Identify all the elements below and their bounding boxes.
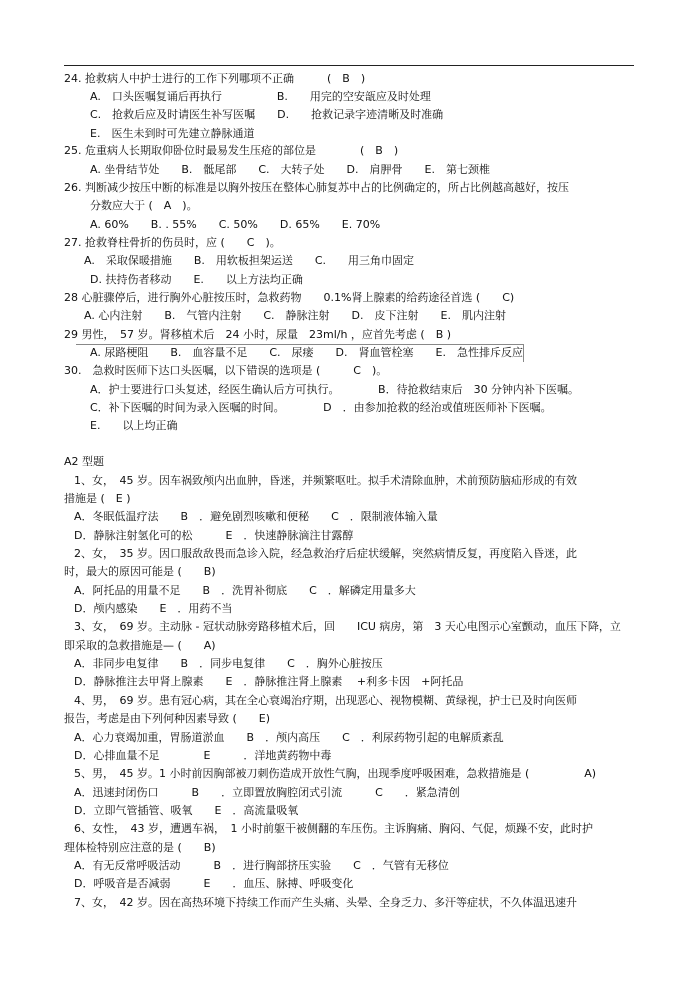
text-line: 29 男性， 57 岁。肾移植术后 24 小时，尿量 23ml/h ，应首先考虑 ( B ) [64, 328, 452, 341]
text-line: D. 扶持伤者移动 E. 以上方法均正确 [90, 273, 303, 286]
text-line: 报告，考虑是由下列何种因素导致 ( E) [64, 712, 271, 725]
text-line: A．阿托品的用量不足 B ．洗胃补彻底 C ．解磷定用量多大 [74, 584, 416, 597]
text-line: E. 医生未到时可先建立静脉通道 [90, 127, 255, 140]
text-line: 1、女， 45 岁。因车祸致颅内出血肿，昏迷，并频繁呕吐。拟手术清除血肿，术前预防脑疝形成的有效 [74, 474, 577, 487]
text-line: 28 心脏骤停后，进行胸外心脏按压时，急救药物 0.1%肾上腺素的给药途径首选 ( C) [64, 291, 515, 304]
text-line: D．颅内感染 E ．用药不当 [74, 602, 233, 615]
text-line: A. 心内注射 B. 气管内注射 C. 静脉注射 D. 皮下注射 E. 肌内注射 [84, 309, 506, 322]
text-line: D．心排血量不足 E ．洋地黄药物中毒 [74, 749, 332, 762]
text-line: 26. 判断减少按压中断的标准是以胸外按压在整体心肺复苏中占的比例确定的，所占比例越高越好，按压 [64, 181, 569, 194]
text-line: 2、女， 35 岁。因口服敌敌畏而急诊入院，经急救治疗后症状缓解，突然病情反复，再度陷入昏迷，此 [74, 547, 577, 560]
text-line: C. 抢救后应及时请医生补写医嘱 D. 抢救记录字迹清晰及时准确 [90, 108, 444, 121]
text-line: 措施是 ( E ) [64, 492, 131, 505]
text-line: D．静脉推注去甲肾上腺素 E ．静脉推注肾上腺素 +利多卡因 +阿托品 [74, 675, 464, 688]
text-line: A. 口头医嘱复诵后再执行 B. 用完的空安瓿应及时处理 [90, 90, 431, 103]
header-rule [64, 65, 634, 66]
text-line: 时，最大的原因可能是 ( B) [64, 565, 216, 578]
text-line: E. 以上均正确 [90, 419, 178, 432]
text-line: 6、女性， 43 岁，遭遇车祸， 1 小时前躯干被侧翻的车压伤。主诉胸痛、胸闷、气促，烦躁不安，此时护 [74, 822, 593, 835]
text-line: 3、女， 69 岁。主动脉 - 冠状动脉旁路移植术后，回 ICU 病房，第 3 天心电图示心室颤动，血压下降，立 [74, 620, 621, 633]
text-line: A. 坐骨结节处 B. 骶尾部 C. 大转子处 D. 肩胛骨 E. 第七颈椎 [90, 163, 490, 176]
text-line: 理体检特别应注意的是 ( B) [64, 841, 216, 854]
text-line: 即采取的急救措施是— ( A) [64, 639, 216, 652]
text-line: 5、男， 45 岁。1 小时前因胸部被刀刺伤造成开放性气胸，出现季度呼吸困难，急救措施是 ( A) [74, 767, 597, 780]
text-line: A．有无反常呼吸活动 B ．进行胸部挤压实验 C ．气管有无移位 [74, 859, 449, 872]
text-line: 7、女， 42 岁。因在高热环境下持续工作而产生头痛、头晕、全身乏力、多汗等症状，不久体温迅速升 [74, 896, 577, 909]
text-line: D．呼吸音是否减弱 E ．血压、脉搏、呼吸变化 [74, 877, 354, 890]
text-line: A．非同步电复律 B ．同步电复律 C ．胸外心脏按压 [74, 657, 383, 670]
text-line: 分数应大于 ( A )。 [90, 199, 198, 212]
text-line: A. 采取保暖措施 B. 用软板担架运送 C. 用三角巾固定 [84, 254, 415, 267]
text-line: A．心力衰竭加重，胃肠道淤血 B ．颅内高压 C ．利尿药物引起的电解质紊乱 [74, 731, 504, 744]
text-line: D．静脉注射氢化可的松 E ．快速静脉滴注甘露醇 [74, 529, 354, 542]
text-line: C．补下医嘱的时间为录入医嘱的时间。 D ．由参加抢救的经治或值班医师补下医嘱。 [90, 401, 552, 414]
text-line: 4、男， 69 岁。患有冠心病，其在全心衰竭治疗期，出现恶心、视物模糊、黄绿视，护士已及时向医师 [74, 694, 577, 707]
text-line: A. 尿路梗阻 B. 血容量不足 C. 尿瘘 D. 肾血管栓塞 E. 急性排斥反应 [90, 346, 523, 359]
text-line: A. 60% B. . 55% C. 50% D. 65% E. 70% [90, 218, 381, 231]
text-line: 25. 危重病人长期取仰卧位时最易发生压疮的部位是 ( B ) [64, 144, 399, 157]
text-line: D．立即气管插管、吸氧 E ．高流量吸氧 [74, 804, 299, 817]
text-line: 30. 急救时医师下达口头医嘱，以下错误的选项是 ( C )。 [64, 364, 388, 377]
text-line: 27. 抢救脊柱骨折的伤员时，应 ( C )。 [64, 236, 281, 249]
text-line: A．迅速封闭伤口 B ．立即置放胸腔闭式引流 C ．紧急清创 [74, 786, 460, 799]
text-line: A．冬眠低温疗法 B ．避免剧烈咳嗽和便秘 C ．限制液体输入量 [74, 510, 438, 523]
text-line: A．护士要进行口头复述，经医生确认后方可执行。 B．待抢救结束后 30 分钟内补下医嘱。 [90, 383, 580, 396]
text-line: A2 型题 [64, 455, 105, 468]
text-line: 24. 抢救病人中护士进行的工作下列哪项不正确 ( B ) [64, 72, 366, 85]
